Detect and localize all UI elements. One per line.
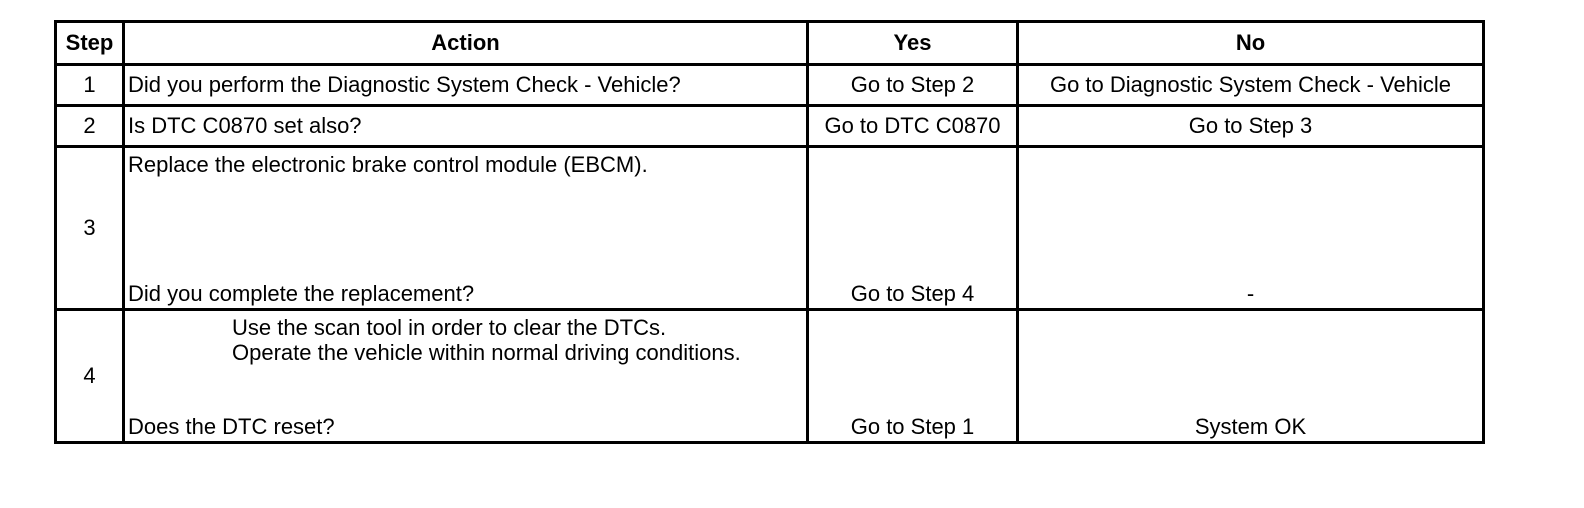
no-result: - [1246,280,1255,306]
header-action: Action [124,22,808,65]
header-yes: Yes [808,22,1018,65]
no-cell [1018,147,1484,310]
step-number: 2 [56,106,124,147]
no-result: Go to Step 3 [1018,106,1484,147]
action-instruction: Replace the electronic brake control module (EBCM). [128,152,648,177]
table-row [56,106,1484,147]
step-number: 1 [56,65,124,106]
action-instruction-2: Operate the vehicle within normal driving conditions. [232,340,741,366]
action-text: Did you perform the Diagnostic System Check - Vehicle? [124,65,808,106]
yes-cell [808,310,1018,443]
step-number: 3 [56,147,124,310]
step-number: 4 [56,310,124,443]
yes-result: Go to Step 1 [850,413,975,439]
table-row [56,147,1484,310]
header-no: No [1018,22,1484,65]
diagnostic-table-container [54,20,1485,444]
action-cell [124,147,808,310]
yes-cell [808,147,1018,310]
yes-result: Go to Step 2 [808,65,1018,106]
header-step: Step [56,22,124,65]
no-result: System OK [1194,413,1307,439]
table-header-row [56,22,1484,65]
action-question: Did you complete the replacement? [128,280,475,306]
no-result: Go to Diagnostic System Check - Vehicle [1018,65,1484,106]
yes-result: Go to Step 4 [850,280,975,306]
diagnostic-table [54,20,1485,444]
table-row [56,310,1484,443]
action-cell [124,310,808,443]
action-question: Does the DTC reset? [128,413,335,439]
yes-result: Go to DTC C0870 [808,106,1018,147]
no-cell [1018,310,1484,443]
action-instruction-1: Use the scan tool in order to clear the DTCs. [232,315,667,340]
table-row [56,65,1484,106]
action-text: Is DTC C0870 set also? [124,106,808,147]
